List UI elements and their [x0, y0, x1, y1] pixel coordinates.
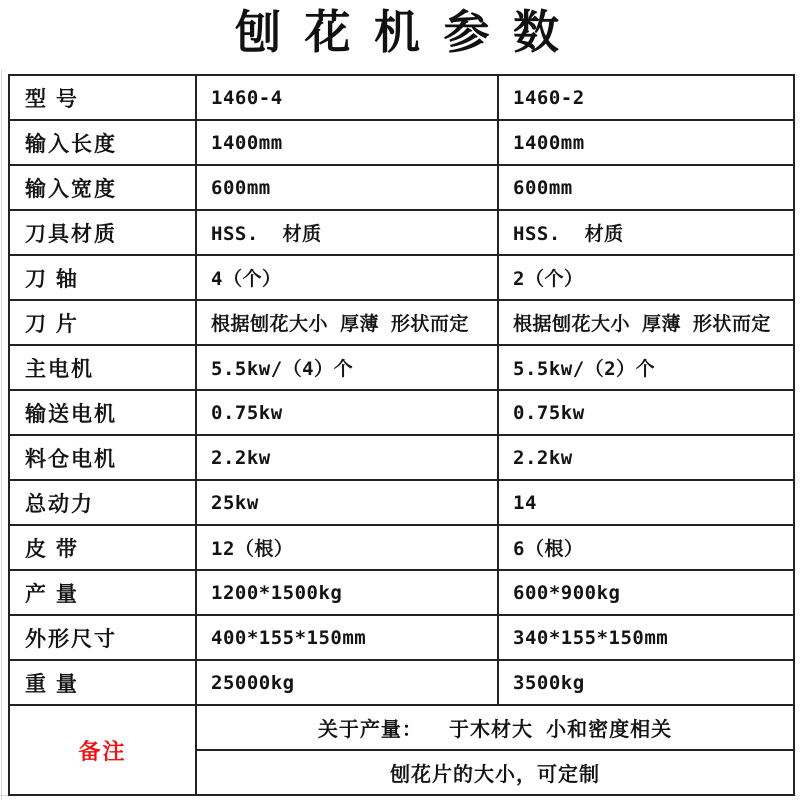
table-row — [9, 210, 794, 255]
spec-value-model1: 400*155*150mm — [196, 615, 498, 660]
spec-label: 皮 带 — [9, 525, 196, 570]
spec-value-model1: 根据刨花大小 厚薄 形状而定 — [196, 300, 498, 345]
spec-value-model1: 25000kg — [196, 660, 498, 705]
spec-value-model1: 2.2kw — [196, 435, 498, 480]
spec-value-model1: 4（个） — [196, 255, 498, 300]
spec-value-model1: 0.75kw — [196, 390, 498, 435]
spec-value-model1: 25kw — [196, 480, 498, 525]
spec-value-model2: 600*900kg — [498, 570, 794, 615]
remarks-note-2: 刨花片的大小，可定制 — [196, 750, 794, 795]
remarks-row — [9, 705, 794, 750]
spec-value-model1: 1460-4 — [196, 75, 498, 120]
spec-label: 料仓电机 — [9, 435, 196, 480]
spec-label: 输入长度 — [9, 120, 196, 165]
table-row — [9, 615, 794, 660]
table-row — [9, 525, 794, 570]
table-row — [9, 300, 794, 345]
spec-label: 输入宽度 — [9, 165, 196, 210]
page-title: 刨 花 机 参 数 — [235, 7, 565, 58]
spec-value-model1: HSS. 材质 — [196, 210, 498, 255]
table-row — [9, 75, 794, 120]
table-row — [9, 570, 794, 615]
spec-table — [8, 74, 795, 796]
table-row — [9, 660, 794, 705]
spec-label: 外形尺寸 — [9, 615, 196, 660]
spec-value-model2: 1400mm — [498, 120, 794, 165]
spec-label: 主电机 — [9, 345, 196, 390]
spec-value-model2: 14 — [498, 480, 794, 525]
left-edge-line — [1, 70, 2, 800]
spec-value-model2: 3500kg — [498, 660, 794, 705]
table-row — [9, 165, 794, 210]
spec-value-model1: 5.5kw/（4）个 — [196, 345, 498, 390]
spec-value-model2: 根据刨花大小 厚薄 形状而定 — [498, 300, 794, 345]
spec-label: 刀具材质 — [9, 210, 196, 255]
table-row — [9, 435, 794, 480]
spec-value-model2: 600mm — [498, 165, 794, 210]
spec-value-model1: 1200*1500kg — [196, 570, 498, 615]
spec-label: 刀 轴 — [9, 255, 196, 300]
spec-label: 重 量 — [9, 660, 196, 705]
spec-value-model2: HSS. 材质 — [498, 210, 794, 255]
table-row — [9, 390, 794, 435]
table-row — [9, 345, 794, 390]
remarks-note-1: 关于产量： 于木材大 小和密度相关 — [196, 705, 794, 750]
spec-value-model2: 0.75kw — [498, 390, 794, 435]
spec-value-model2: 1460-2 — [498, 75, 794, 120]
spec-value-model2: 6（根） — [498, 525, 794, 570]
spec-label: 产 量 — [9, 570, 196, 615]
remarks-label: 备注 — [9, 705, 196, 795]
spec-value-model2: 340*155*150mm — [498, 615, 794, 660]
spec-value-model2: 2.2kw — [498, 435, 794, 480]
table-row — [9, 120, 794, 165]
table-row — [9, 255, 794, 300]
spec-value-model1: 12（根） — [196, 525, 498, 570]
table-row — [9, 480, 794, 525]
spec-label: 输送电机 — [9, 390, 196, 435]
spec-value-model2: 5.5kw/（2）个 — [498, 345, 794, 390]
spec-label: 总动力 — [9, 480, 196, 525]
spec-value-model1: 600mm — [196, 165, 498, 210]
spec-value-model1: 1400mm — [196, 120, 498, 165]
spec-value-model2: 2（个） — [498, 255, 794, 300]
spec-label: 型 号 — [9, 75, 196, 120]
spec-label: 刀 片 — [9, 300, 196, 345]
